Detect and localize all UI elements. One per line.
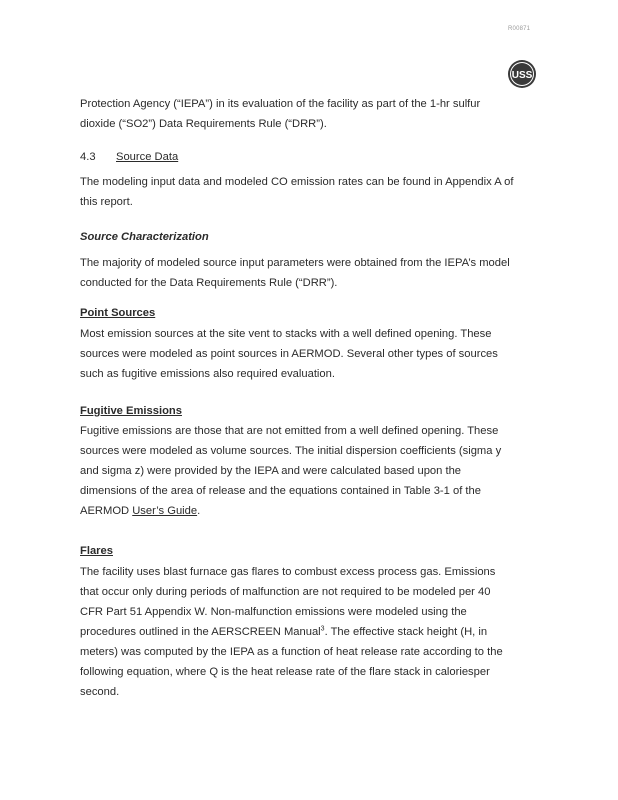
page-id: R00871 [508, 26, 531, 32]
point-sources-heading: Point Sources [80, 307, 156, 319]
section-title: Source Data [116, 151, 179, 163]
text-line: The majority of modeled source input parameters were obtained from the IEPA’s model [80, 257, 510, 269]
text-line: that occur only during periods of malfunction are not required to be modeled per 40 [80, 586, 491, 598]
source-characterization-paragraph [80, 253, 540, 293]
text-line: conducted for the Data Requirements Rule (“DRR”). [80, 277, 338, 289]
point-sources-paragraph [80, 324, 540, 384]
text-line: sources were modeled as point sources in AERMOD. Several other types of sources [80, 348, 498, 360]
intro-paragraph [80, 94, 540, 134]
text-line: CFR Part 51 Appendix W. Non-malfunction emissions were modeled using the [80, 606, 467, 618]
text-line: following equation, where Q is the heat release rate of the flare stack in caloriesper [80, 666, 490, 678]
text-line: and sigma z) were provided by the IEPA and were calculated based upon the [80, 465, 462, 477]
flares-heading: Flares [80, 545, 113, 557]
text-line: dioxide (“SO2”) Data Requirements Rule (“DRR”). [80, 118, 327, 130]
flares-paragraph [80, 562, 540, 702]
text-line: Protection Agency (“IEPA”) in its evaluation of the facility as part of the 1-hr sulfur [80, 98, 481, 110]
uss-logo-icon [507, 59, 537, 89]
text-line: sources were modeled as volume sources. The initial dispersion coefficients (sigma y [80, 445, 502, 457]
text-line [80, 622, 540, 642]
section-number: 4.3 [80, 151, 96, 163]
text-line [80, 501, 540, 521]
text-line: this report. [80, 196, 133, 208]
text-line: Fugitive emissions are those that are not emitted from a well defined opening. These [80, 425, 499, 437]
text-fragment: procedures outlined in the AERSCREEN Manual [80, 626, 321, 638]
text-fragment: . [197, 505, 201, 517]
fugitive-emissions-paragraph [80, 421, 540, 521]
text-line: The facility uses blast furnace gas flares to combust excess process gas. Emissions [80, 566, 496, 578]
text-line: dimensions of the area of release and the equations contained in Table 3-1 of the [80, 485, 481, 497]
text-line: second. [80, 686, 120, 698]
text-line: such as fugitive emissions also required evaluation. [80, 368, 335, 380]
text-line: The modeling input data and modeled CO emission rates can be found in Appendix A of [80, 176, 514, 188]
fugitive-emissions-heading: Fugitive Emissions [80, 405, 182, 417]
footnote-marker: 3 [320, 625, 325, 633]
section-paragraph [80, 172, 540, 212]
users-guide-reference: User’s Guide [132, 505, 198, 517]
text-fragment: AERMOD [80, 505, 133, 517]
text-fragment: . The effective stack height (H, in [324, 626, 488, 638]
text-line: meters) was computed by the IEPA as a function of heat release rate according to the [80, 646, 503, 658]
logo-text: USS [511, 70, 533, 81]
source-characterization-heading: Source Characterization [80, 231, 209, 243]
text-line: Most emission sources at the site vent to stacks with a well defined opening. These [80, 328, 492, 340]
